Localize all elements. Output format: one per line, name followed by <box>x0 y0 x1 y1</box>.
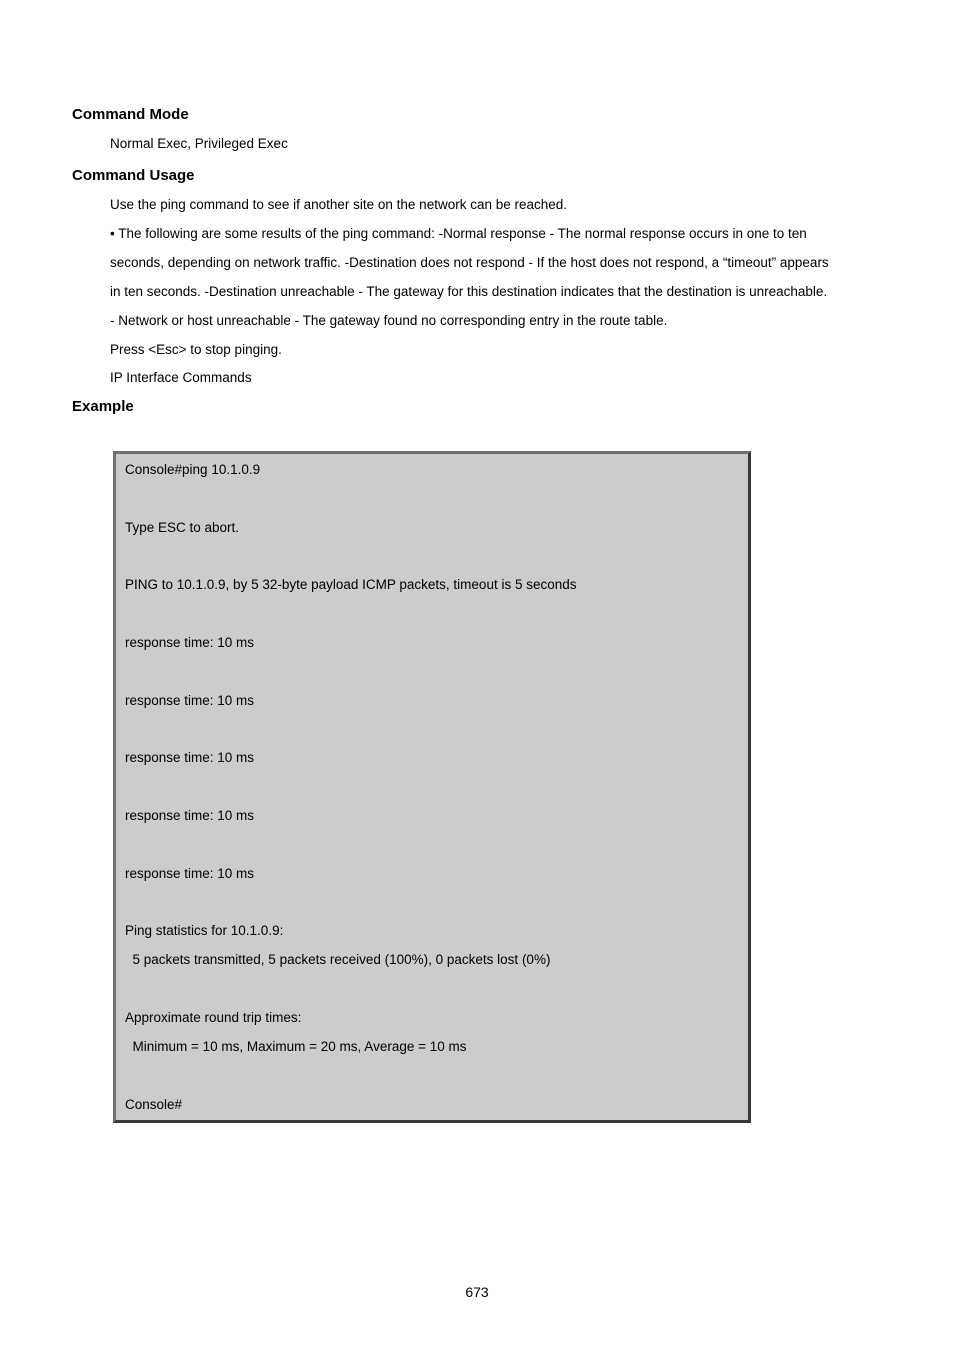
heading-example: Example <box>72 398 134 415</box>
heading-command-usage: Command Usage <box>72 167 195 184</box>
console-line: Type ESC to abort. <box>125 520 240 535</box>
console-line: response time: 10 ms <box>125 866 255 881</box>
console-line: response time: 10 ms <box>125 693 255 708</box>
usage-line: seconds, depending on network traffic. -Destination does not respond - If the host does not respond, a “timeout” appears <box>110 255 829 270</box>
usage-line: Press <Esc> to stop pinging. <box>110 342 282 357</box>
console-line: Console# <box>125 1097 183 1112</box>
heading-command-mode: Command Mode <box>72 106 189 123</box>
console-line: PING to 10.1.0.9, by 5 32-byte payload ICMP packets, timeout is 5 seconds <box>125 577 577 592</box>
console-line: Approximate round trip times: <box>125 1010 302 1025</box>
console-line: 5 packets transmitted, 5 packets received (100%), 0 packets lost (0%) <box>125 952 551 967</box>
usage-line: IP Interface Commands <box>110 370 252 385</box>
usage-line: - Network or host unreachable - The gateway found no corresponding entry in the route table. <box>110 313 668 328</box>
console-line: Ping statistics for 10.1.0.9: <box>125 923 284 938</box>
usage-line: Use the ping command to see if another site on the network can be reached. <box>110 197 568 212</box>
console-line: Minimum = 10 ms, Maximum = 20 ms, Average = 10 ms <box>125 1039 467 1054</box>
console-line: response time: 10 ms <box>125 808 255 823</box>
usage-line: in ten seconds. -Destination unreachable - The gateway for this destination indicates that the destination is unreachable. <box>110 284 828 299</box>
usage-line: • The following are some results of the ping command: -Normal response - The normal response occurs in one to ten <box>110 226 807 241</box>
console-line: Console#ping 10.1.0.9 <box>125 462 261 477</box>
command-mode-text: Normal Exec, Privileged Exec <box>110 136 288 151</box>
console-line: response time: 10 ms <box>125 750 255 765</box>
page-number: 673 <box>465 1284 489 1300</box>
console-line: response time: 10 ms <box>125 635 255 650</box>
console-output-box <box>113 451 751 1123</box>
